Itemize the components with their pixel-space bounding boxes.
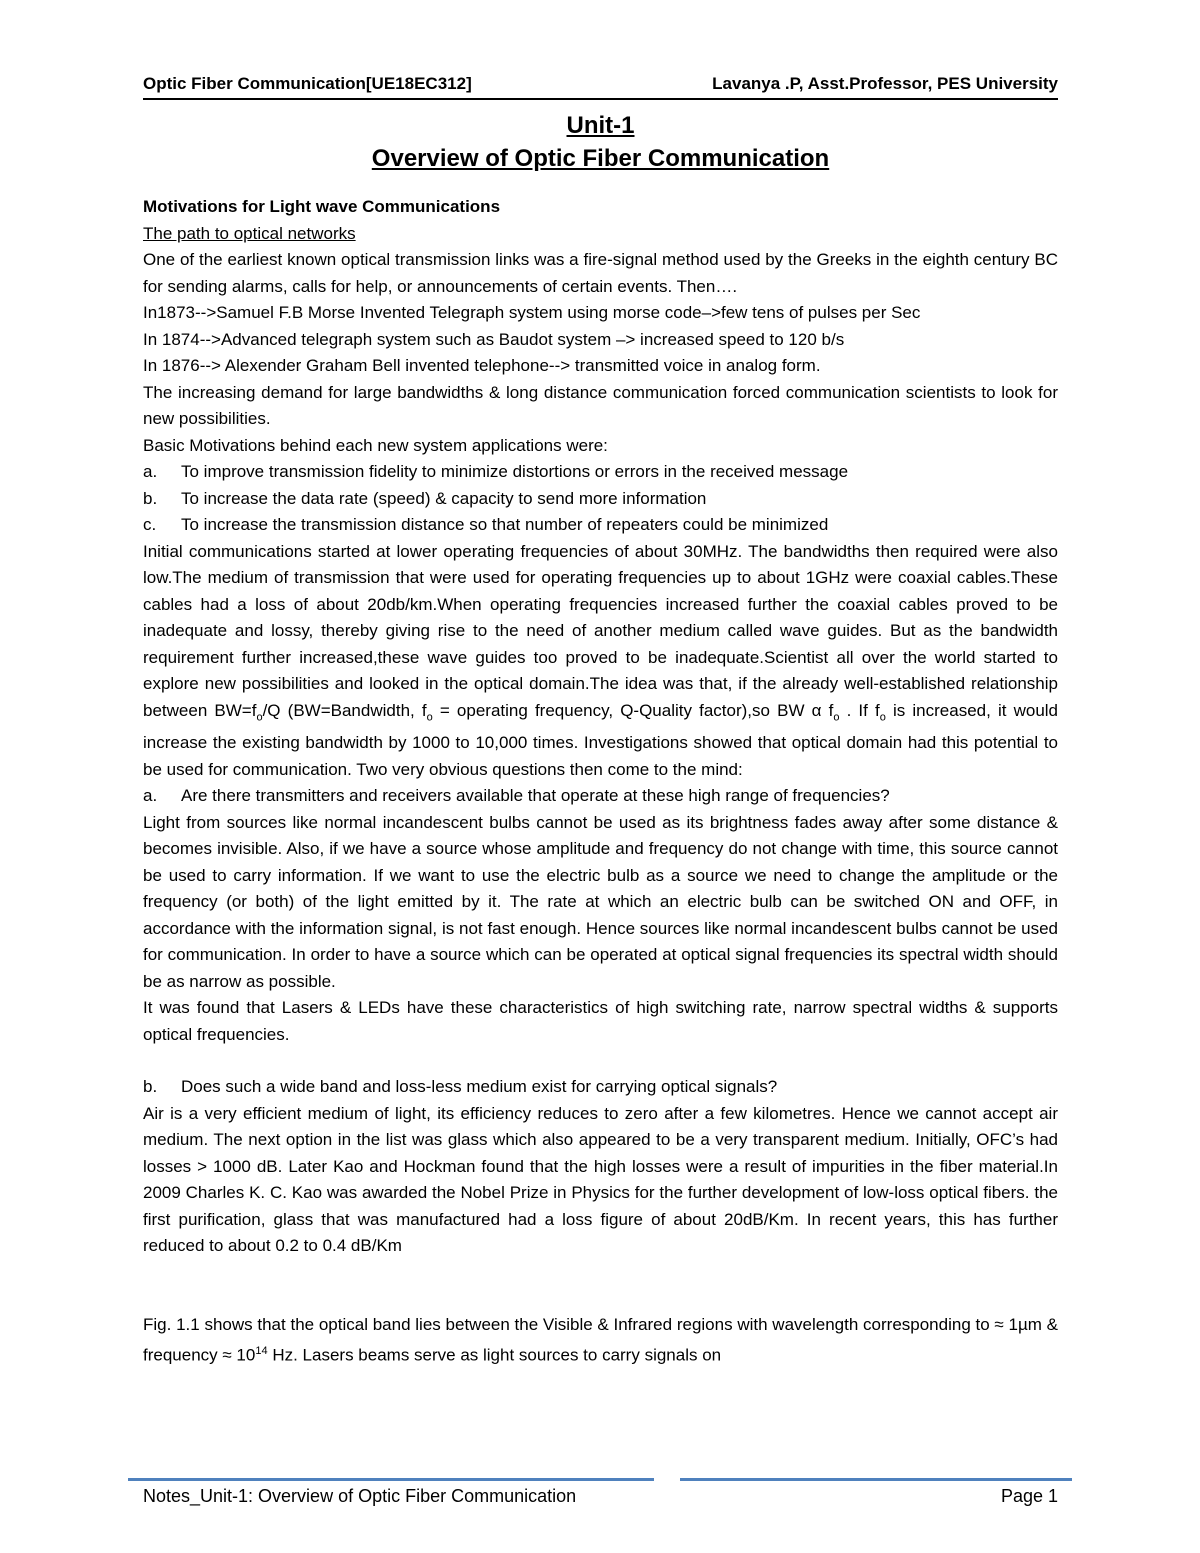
p8-text-b: Hz. Lasers beams serve as light sources to carry signals on (267, 1346, 722, 1366)
paragraph-8 (143, 1312, 1058, 1370)
header-course-title: Optic Fiber Communication[UE18EC312] (143, 74, 472, 93)
question-a (143, 783, 1058, 810)
p4-subscript: o (879, 710, 886, 723)
page-number: Page 1 (1000, 1486, 1058, 1506)
page-header (143, 72, 1058, 100)
question-marker: a. (143, 786, 158, 806)
spacer (143, 1260, 1058, 1312)
paragraph-6: It was found that Lasers & LEDs have these characteristics of high switching rate, narrow spectral widths & supports optical frequencies. (143, 998, 1058, 1044)
list-item (143, 459, 1058, 486)
paragraph-3: Basic Motivations behind each new system applications were: (143, 435, 608, 455)
question-b (143, 1074, 1058, 1101)
unit-title: Unit-1 (566, 112, 635, 139)
p8-text-a: Fig. 1.1 shows that the optical band lies between the Visible & Infrared regions with wavelength corresponding to ≈ 1µm & frequency ≈ 10 (143, 1314, 1058, 1366)
history-line-1874: In 1874-->Advanced telegraph system such as Baudot system –> increased speed to 120 b/s (143, 329, 845, 349)
spacer (143, 1048, 1058, 1074)
section-subheading: The path to optical networks (143, 223, 356, 243)
footer-notes-title: Notes_Unit-1: Overview of Optic Fiber Communication (143, 1486, 577, 1506)
footer-rule-right (680, 1478, 1072, 1481)
question-marker: b. (143, 1077, 158, 1097)
page-body (143, 110, 1058, 1370)
footer-rule-left (128, 1478, 654, 1481)
list-marker: b. (143, 488, 158, 508)
list-text: To increase the data rate (speed) & capacity to send more information (181, 488, 707, 508)
paragraph-5: Light from sources like normal incandescent bulbs cannot be used as its brightness fades away after some distance & becomes invisible. Also, if we have a source whose amplitude and frequency do not change with time, this source cannot be used to carry information. If we want to use the electric bulb as a source we need to change the amplitude or the frequency (or both) of the light emitted by it. The rate at which an electric bulb can be switched ON and OFF, in accordance with the information signal, is not fast enough. Hence sources like normal incandescent bulbs cannot be used for communication. In order to have a source which can be operated at optical signal frequencies its spectral width should be as narrow as possible. (143, 812, 1058, 991)
p4-text-d: . If f (839, 700, 880, 720)
chapter-title: Overview of Optic Fiber Communication (371, 145, 830, 172)
paragraph-2: The increasing demand for large bandwidths & long distance communication forced communication scientists to look for new possibilities. (143, 382, 1058, 428)
header-author: Lavanya .P, Asst.Professor, PES University (712, 74, 1058, 93)
list-text: To improve transmission fidelity to minimize distortions or errors in the received message (181, 462, 849, 481)
p4-subscript: o (426, 710, 433, 723)
p4-subscript: o (833, 710, 840, 723)
p4-text-b: /Q (BW=Bandwidth, f (262, 700, 427, 720)
paragraph-1: One of the earliest known optical transmission links was a fire-signal method used by the Greeks in the eighth century BC for sending alarms, calls for help, or announcements of certain events. Then…. (143, 250, 1058, 296)
list-marker: a. (143, 462, 158, 481)
list-item (143, 486, 1058, 513)
p4-text-a: Initial communications started at lower operating frequencies of about 30MHz. The bandwidths then required were also low.The medium of transmission that were used for operating frequencies up to about 1GHz were coaxial cables.These cables had a loss of about 20db/km.When operating frequencies increased further the coaxial cables proved to be inadequate and lossy, thereby giving rise to the need of another medium called wave guides. But as the bandwidth requirement further increased,these wave guides too proved to be inadequate.Scientist all over the world started to explore new possibilities and looked in the optical domain.The idea was that, if the already well-established relationship between BW=f (143, 541, 1058, 720)
question-text: Are there transmitters and receivers available that operate at these high range of frequencies? (181, 786, 890, 806)
question-text: Does such a wide band and loss-less medium exist for carrying optical signals? (181, 1077, 778, 1097)
history-line-1873: In1873-->Samuel F.B Morse Invented Telegraph system using morse code–>few tens of pulses per Sec (143, 303, 921, 322)
list-marker: c. (143, 515, 157, 534)
paragraph-4 (143, 539, 1058, 784)
p4-text-e: is increased, it would increase the existing bandwidth by 1000 to 10,000 times. Investigations showed that optical domain had this potential to be used for communication. Two very obvious questions then come to the mind: (143, 700, 1059, 779)
p8-superscript: 14 (255, 1345, 268, 1358)
list-text: To increase the transmission distance so that number of repeaters could be minimized (181, 515, 829, 534)
p4-text-c: = operating frequency, Q-Quality factor),so BW α f (432, 700, 834, 720)
section-heading: Motivations for Light wave Communications (143, 197, 501, 216)
history-line-1876: In 1876--> Alexender Graham Bell invented telephone--> transmitted voice in analog form. (143, 356, 821, 375)
list-item (143, 512, 1058, 539)
p4-subscript: o (256, 710, 263, 723)
paragraph-7: Air is a very efficient medium of light, its efficiency reduces to zero after a few kilometres. Hence we cannot accept air medium. The next option in the list was glass which also appeared to be a very transparent medium. Initially, OFC’s had losses > 1000 dB. Later Kao and Hockman found that the high losses were a result of impurities in the fiber material.In 2009 Charles K. C. Kao was awarded the Nobel Prize in Physics for the further development of low-loss optical fibers. the first purification, glass that was manufactured had a loss figure of about 20dB/Km. In recent years, this has further reduced to about 0.2 to 0.4 dB/Km (143, 1103, 1058, 1256)
